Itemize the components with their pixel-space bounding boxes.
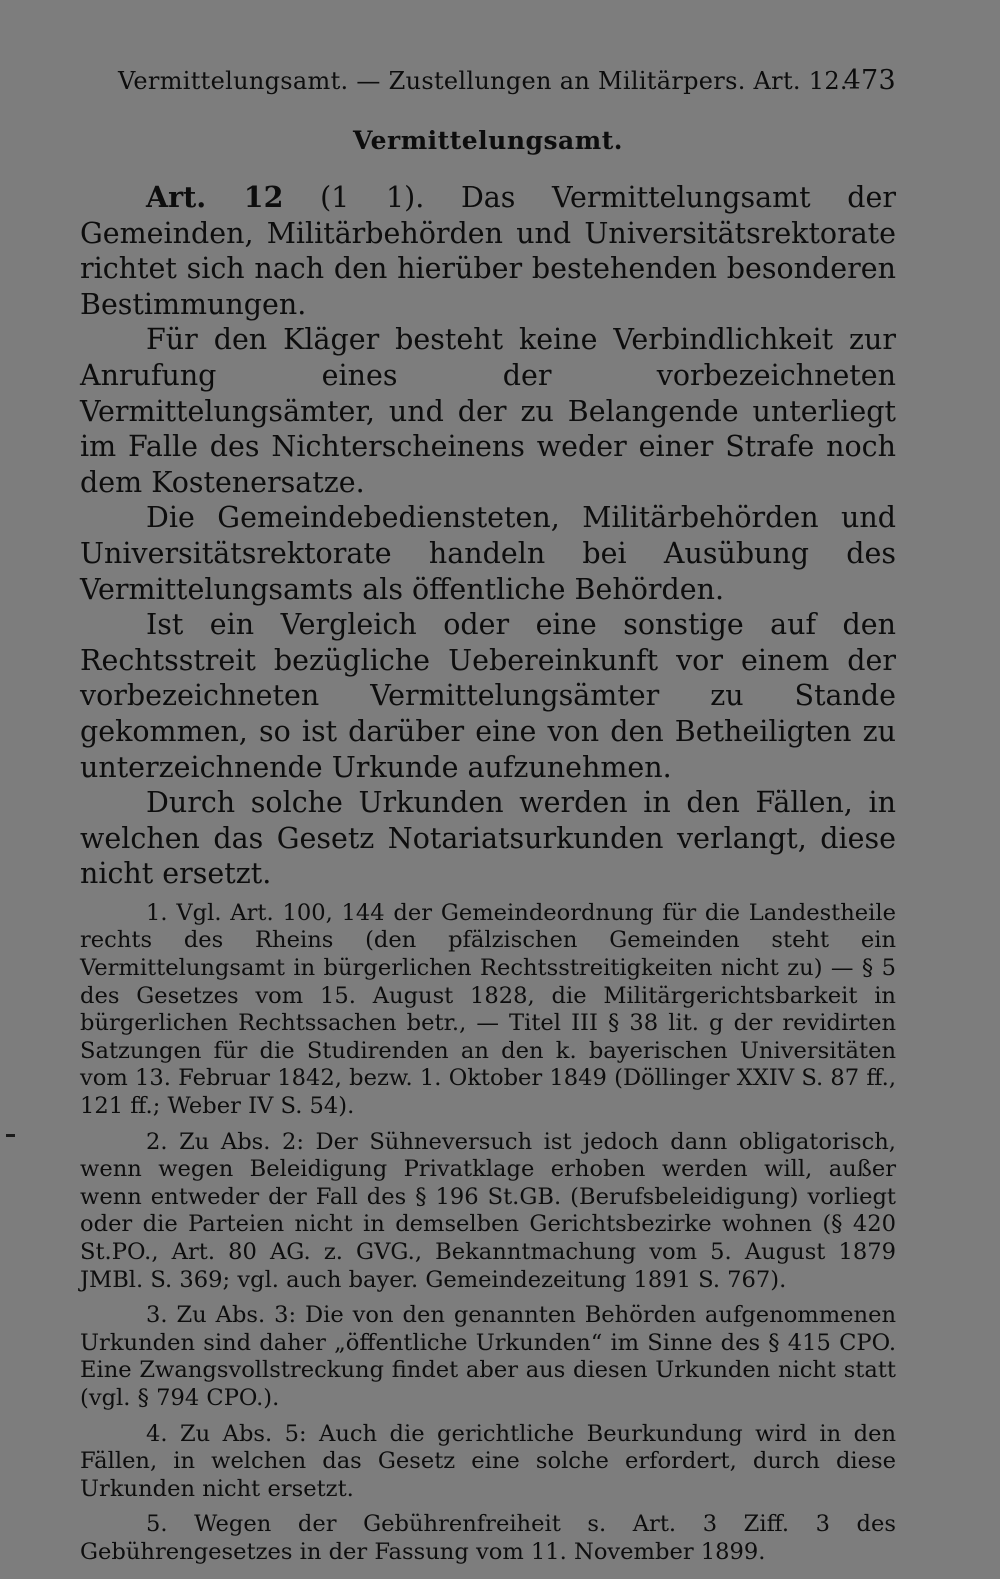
document-page: [80, 58, 896, 1565]
running-header-title: Vermittelungsamt. — Zustellungen an Militärpers. Art. 12.: [118, 67, 848, 95]
margin-mark: [6, 1134, 15, 1137]
article-paragraph-1: [80, 180, 896, 322]
footnote-5: 5. Wegen der Gebührenfreiheit s. Art. 3 Ziff. 3 des Gebührengesetzes in der Fassung vom 11. November 1899.: [80, 1511, 896, 1565]
article-paragraph-5: Durch solche Urkunden werden in den Fällen, in welchen das Gesetz Notariatsurkunden verlangt, diese nicht ersetzt.: [80, 786, 896, 891]
running-header: [80, 58, 896, 104]
article-label: Art. 12: [146, 180, 284, 214]
article-footnote-ref: (1 1).: [320, 181, 425, 214]
article-body: [80, 180, 896, 892]
article-paragraph-4: Ist ein Vergleich oder eine sonstige auf den Rechtsstreit bezügliche Uebereinkunft vor einem der vorbezeichneten Vermittelungsämter zu Stande gekommen, so ist darüber eine von den Betheiligten zu unterzeichnende Urkunde aufzunehmen.: [80, 608, 896, 784]
section-title: Vermittelungsamt.: [353, 126, 623, 155]
footnotes: [80, 900, 896, 1567]
article-paragraph-2: Für den Kläger besteht keine Verbindlichkeit zur Anrufung eines der vorbezeichneten Vermittelungsämter, und der zu Belangende unterliegt im Falle des Nichterscheinens weder einer Strafe noch dem Kostenersatze.: [80, 323, 896, 499]
footnote-1: 1. Vgl. Art. 100, 144 der Gemeindeordnung für die Landestheile rechts des Rheins (den pfälzischen Gemeinden steht ein Vermittelungsamt in bürgerlichen Rechtsstreitigkeiten nicht zu) — § 5 des Gesetzes vom 15. August 1828, die Militärgerichtsbarkeit in bürgerlichen Rechtssachen betr., — Titel III § 38 lit. g der revidirten Satzungen für die Studirenden an den k. bayerischen Universitäten vom 13. Februar 1842, bezw. 1. Oktober 1849 (Döllinger XXIV S. 87 ff., 121 ff.; Weber IV S. 54).: [80, 899, 896, 1120]
footnote-3: 3. Zu Abs. 3: Die von den genannten Behörden aufgenommenen Urkunden sind daher „öffentliche Urkunden“ im Sinne des § 415 CPO. Eine Zwangsvollstreckung findet aber aus diesen Urkunden nicht statt (vgl. § 794 CPO.).: [80, 1302, 896, 1411]
article-paragraph-1-text: Das Vermittelungsamt der Gemeinden, Militärbehörden und Universitätsrektorate richtet sich nach den hierüber bestehenden besonderen Bestimmungen.: [80, 181, 896, 321]
article-paragraph-3: Die Gemeindebediensteten, Militärbehörden und Universitätsrektorate handeln bei Ausübung des Vermittelungsamts als öffentliche Behörden.: [80, 501, 896, 606]
footnote-4: 4. Zu Abs. 5: Auch die gerichtliche Beurkundung wird in den Fällen, in welchen das Gesetz eine solche erfordert, durch diese Urkunden nicht ersetzt.: [80, 1420, 896, 1502]
page-number: 473: [843, 65, 896, 96]
footnote-2: 2. Zu Abs. 2: Der Sühneversuch ist jedoch dann obligatorisch, wenn wegen Beleidigung Privatklage erhoben werden will, außer wenn entweder der Fall des § 196 St.GB. (Berufsbeleidigung) vorliegt oder die Parteien nicht in demselben Gerichtsbezirke wohnen (§ 420 St.PO., Art. 80 AG. z. GVG., Bekanntmachung vom 5. August 1879 JMBl. S. 369; vgl. auch bayer. Gemeindezeitung 1891 S. 767).: [80, 1128, 896, 1293]
